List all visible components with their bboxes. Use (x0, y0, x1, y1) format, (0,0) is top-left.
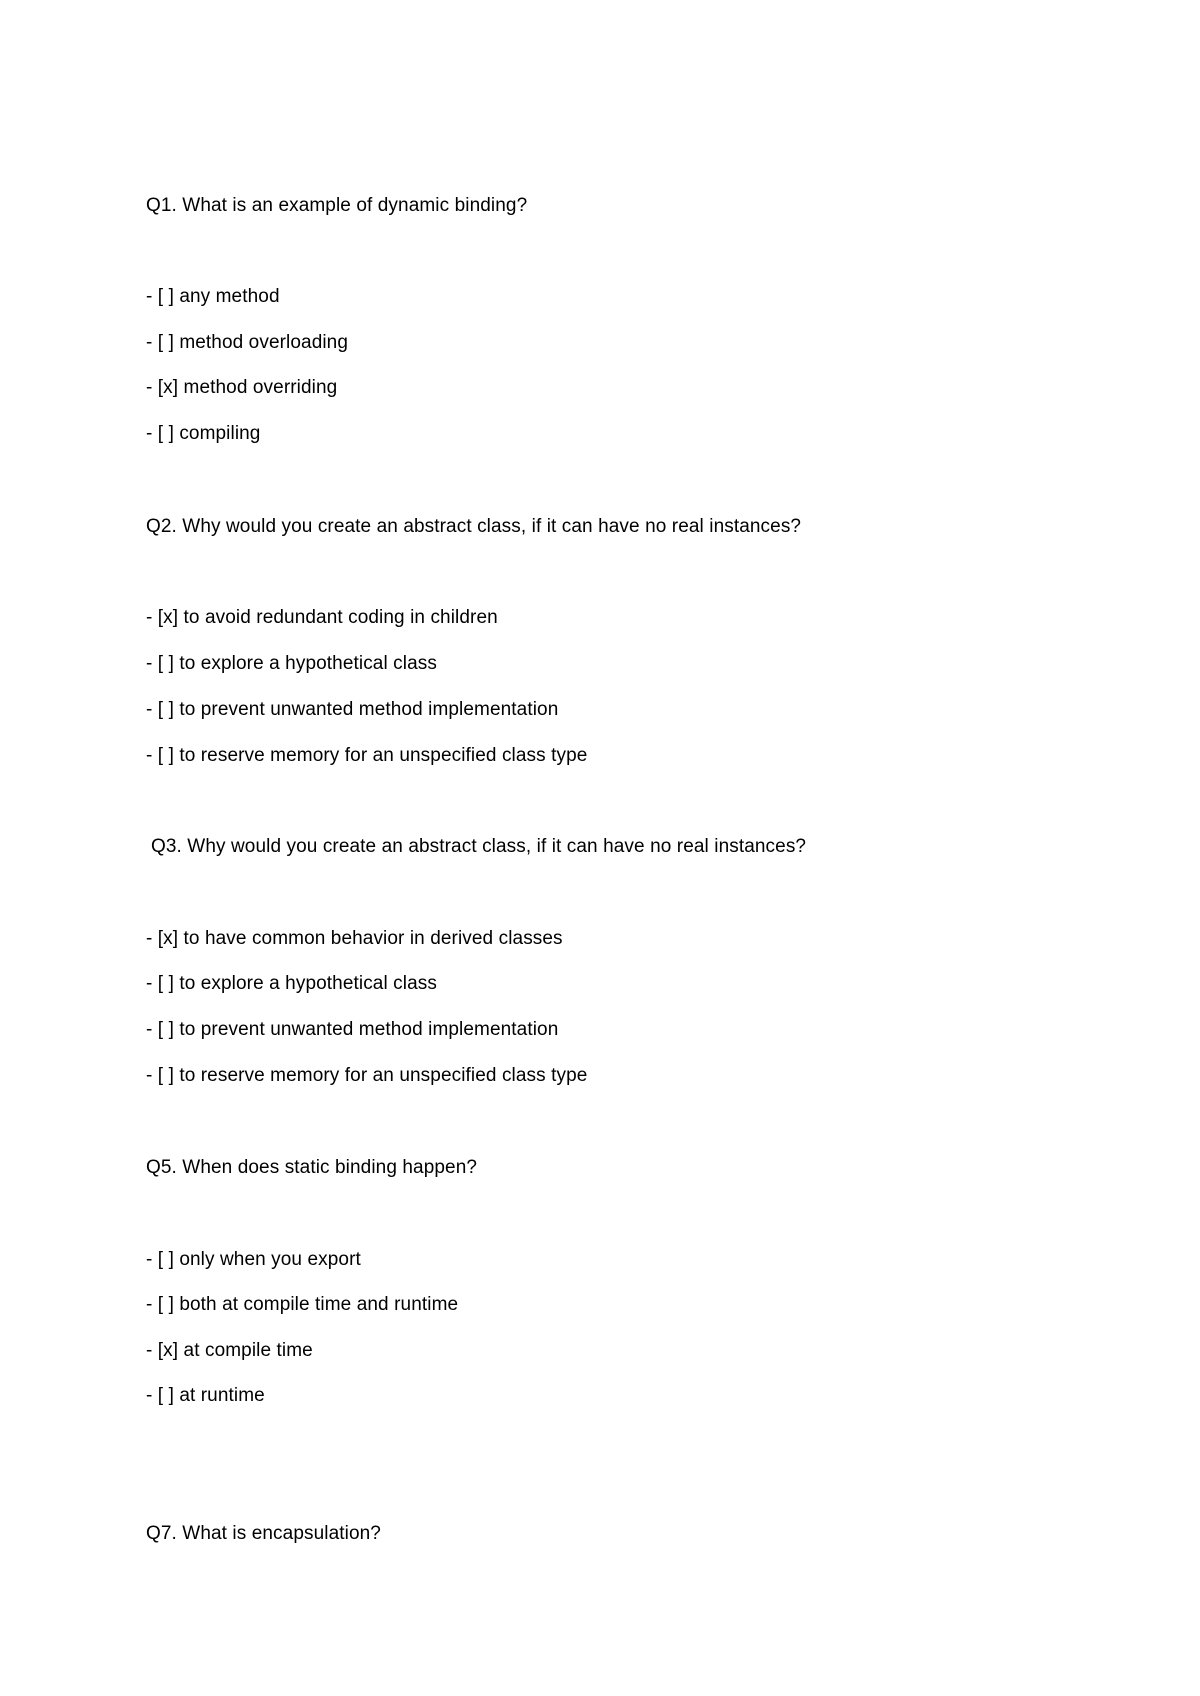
question-5-option-1: - [ ] only when you export (146, 1249, 361, 1270)
question-2-option-3: - [ ] to prevent unwanted method implementation (146, 699, 559, 720)
question-3-option-2: - [ ] to explore a hypothetical class (146, 973, 437, 994)
question-1-option-4: - [ ] compiling (146, 423, 261, 444)
question-5-option-4: - [ ] at runtime (146, 1385, 265, 1406)
question-2-option-2: - [ ] to explore a hypothetical class (146, 653, 437, 674)
question-3-option-3: - [ ] to prevent unwanted method implementation (146, 1019, 559, 1040)
question-1-option-2: - [ ] method overloading (146, 332, 349, 353)
question-5-text: Q5. When does static binding happen? (146, 1157, 478, 1178)
question-2-option-4: - [ ] to reserve memory for an unspecified class type (146, 745, 588, 766)
question-5-option-3: - [x] at compile time (146, 1340, 313, 1361)
question-3-option-4: - [ ] to reserve memory for an unspecified class type (146, 1065, 588, 1086)
question-2-option-1: - [x] to avoid redundant coding in children (146, 607, 498, 628)
question-7-text: Q7. What is encapsulation? (146, 1523, 381, 1544)
question-1-option-1: - [ ] any method (146, 286, 280, 307)
question-1-text: Q1. What is an example of dynamic binding? (146, 195, 528, 216)
question-5-option-2: - [ ] both at compile time and runtime (146, 1294, 459, 1315)
question-1-option-3: - [x] method overriding (146, 377, 338, 398)
question-2-text: Q2. Why would you create an abstract class, if it can have no real instances? (146, 516, 802, 537)
question-3-option-1: - [x] to have common behavior in derived classes (146, 928, 563, 949)
question-3-text: Q3. Why would you create an abstract class, if it can have no real instances? (151, 836, 807, 857)
